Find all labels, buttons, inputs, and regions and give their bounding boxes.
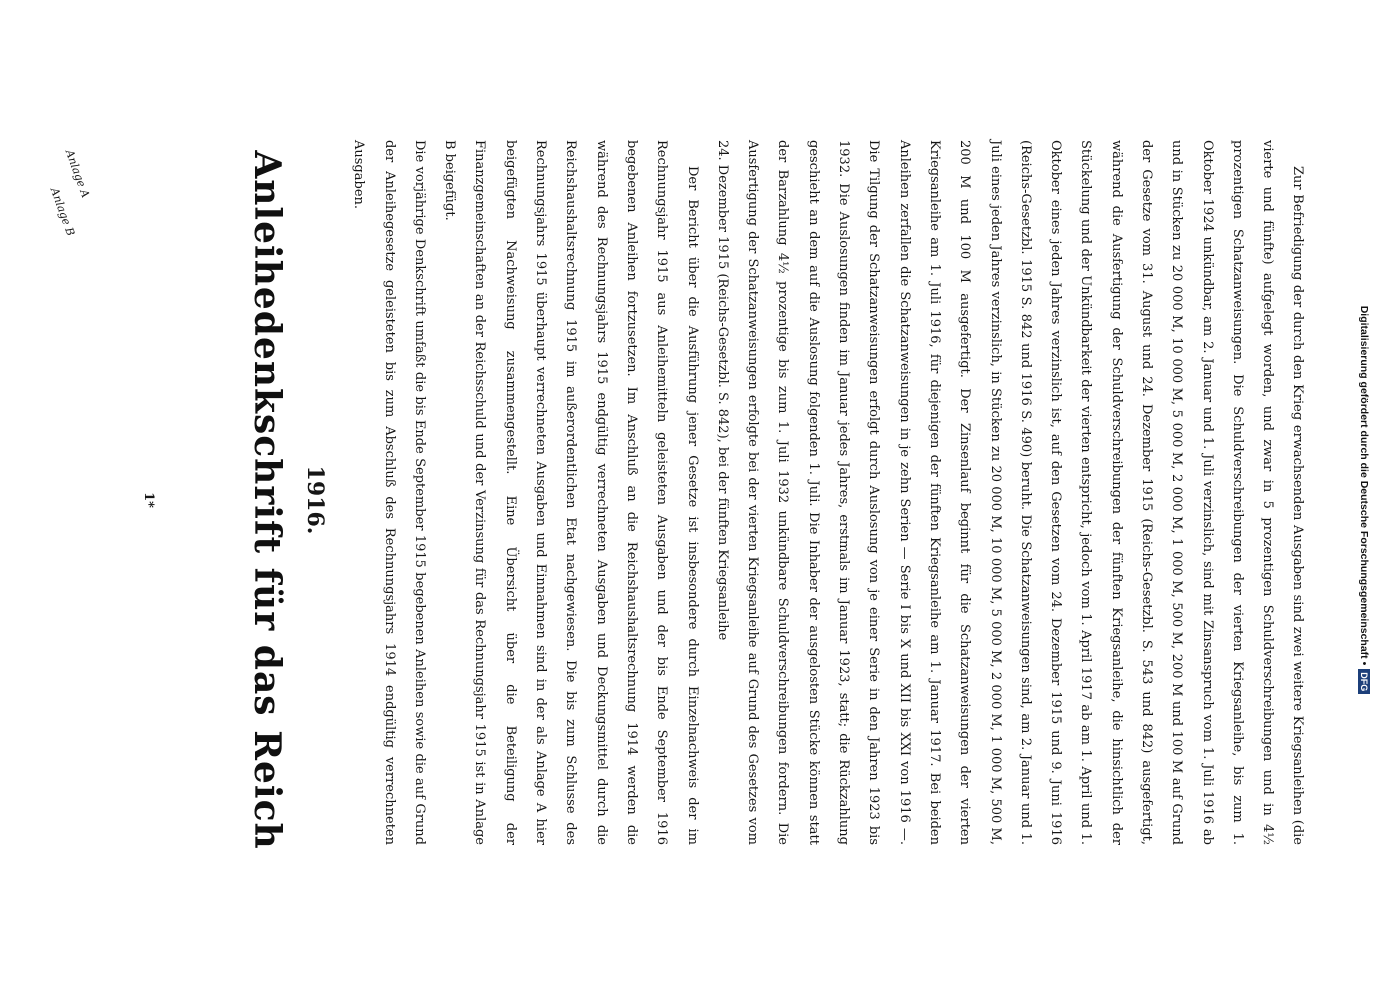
paragraph-1: Die vorjährige Denkschrift umfaßt die bis Ende September 1915 begebenen Anleihen sowie die auf Grund der Anleihegesetze geleisteten bis zum Abschluß des Rechnungsjahrs 1914 endgültig verrechneten Ausgaben.	[351, 140, 427, 845]
margin-note-anlage-b: Anlage B	[47, 186, 78, 238]
page-number: 1*	[141, 492, 156, 508]
paragraph-3: Zur Befriedigung der durch den Krieg erwachsenden Ausgaben sind zwei weitere Kriegsanleihen (die vierte und fünfte) aufgelegt worden, und zwar in 5 prozentigen Schuldverschreibungen und in 4½ prozentigen Schatzanweisungen. Die Schuldverschreibungen der vierten Kriegsanleihe, bis zum 1. Oktober 1924 unkündbar, am 2. Januar und 1. Juli verzinslich, sind mit Zinsanspruch vom 1. Juli 1916 ab und in Stücken zu 20 000 M, 10 000 M, 5 000 M, 2 000 M, 1 000 M, 500 M, 200 M und 100 M auf Grund der Gesetze vom 31. August und 24. Dezember 1915 (Reichs-Gesetzbl. S. 543 und 842) ausgefertigt, während die Ausfertigung der Schuldverschreibungen der fünften Kriegsanleihe, die hinsichtlich der Stückelung und der Unkündbarkeit der vierten entspricht, jedoch vom 1. April 1917 ab am 1. April und 1. Oktober eines jeden Jahres verzinslich ist, auf den Gesetzen vom 24. Dezember 1915 und 9. Juni 1916 (Reichs-Gesetzbl. 1915 S. 842 und 1916 S. 490) beruht. Die Schatzanweisungen sind, am 2. Januar und 1. Juli eines jeden Jahres verzinslich, in Stücken zu 20 000 M, 10 000 M, 5 000 M, 2 000 M, 1 000 M, 500 M, 200 M und 100 M ausgefertigt. Der Zinsenlauf beginnt für die Schatzanweisungen der vierten Kriegsanleihe am 1. Juli 1916, für diejenigen der fünften Kriegsanleihe am 1. Januar 1917. Bei beiden Anleihen zerfallen die Schatzanweisungen in je zehn Serien — Serie I bis X und XII bis XXI von 1916 —. Die Tilgung der Schatzanweisungen erfolgt durch Auslosung von je einer Serie in den Jahren 1923 bis 1932. Die Auslosungen finden im Januar jedes Jahres, erstmals im Januar 1923, statt; die Rückzahlung geschieht an dem auf die Auslosung folgenden 1. Juli. Die Inhaber der ausgelosten Stücke können statt der Barzahlung 4½ prozentige bis zum 1. Juli 1932 unkündbare Schuldverschreibungen fordern. Die Ausfertigung der Schatzanweisungen erfolgte bei der vierten Kriegsanleihe auf Grund des Gesetzes vom 24. Dezember 1915 (Reichs-Gesetzbl. S. 842), bei der fünften Kriegsanleihe	[714, 140, 1306, 845]
paragraph-2: Der Bericht über die Ausführung jener Gesetze ist insbesondere durch Einzelnachweis der im Rechnungsjahr 1915 aus Anleihemitteln geleisteten Ausgaben und der bis Ende September 1916 begebenen Anleihen fortzusetzen. Im Anschluß an die Reichshaushaltsrechnung 1914 werden die während des Rechnungsjahrs 1915 endgültig verrechneten Ausgaben und Deckungsmittel durch die Reichshaushaltsrechnung 1915 im außerordentlichen Etat nachgewiesen. Die bis zum Schlusse des Rechnungsjahrs 1915 überhaupt verrechneten Ausgaben und Einnahmen sind in der als Anlage A hier beigefügten Nachweisung zusammengestellt. Eine Übersicht über die Beteiligung der Finanzgemeinschaften an der Reichsschuld und der Verzinsung für das Rechnungsjahr 1915 ist in Anlage B beigefügt.	[442, 140, 700, 845]
dfg-logo: DFG	[1358, 669, 1370, 694]
digitization-credit	[1358, 0, 1370, 1000]
body-text	[343, 140, 1306, 845]
margin-note-anlage-a: Anlage A	[62, 148, 93, 200]
document-title: Anleihedenkschrift für das Reich	[246, 150, 288, 850]
digitization-credit-text: Digitalisierung gefördert durch die Deutsche Forschungsgemeinschaft •	[1358, 305, 1370, 666]
document-year: 1916.	[302, 465, 328, 535]
